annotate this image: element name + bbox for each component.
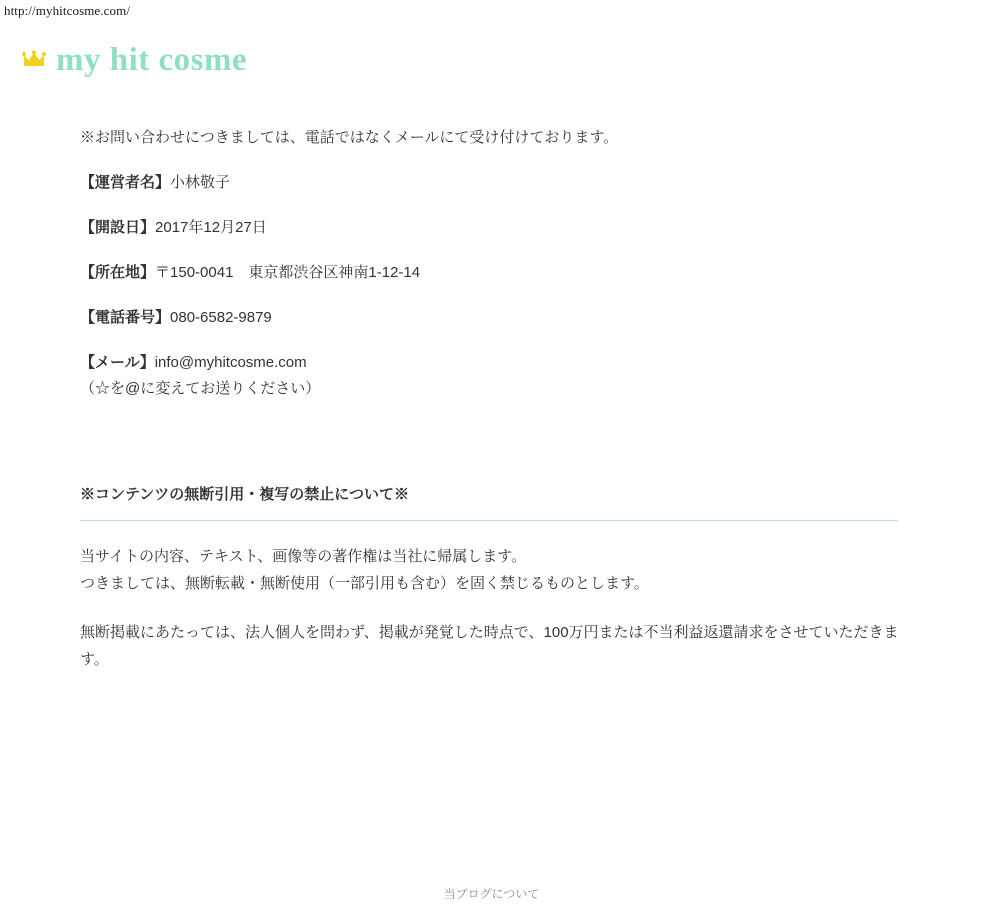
site-header [0,19,983,77]
copyright-line-1: 当サイトの内容、テキスト、画像等の著作権は当社に帰属します。 [80,548,527,565]
info-label: 【メール】 [80,354,155,371]
info-row-phone [80,305,820,331]
copyright-line-2: つきましては、無断転載・無断使用（一部引用も含む）を固く禁じるものとします。 [80,575,649,592]
contact-notice: ※お問い合わせにつきましては、電話ではなくメールにて受け付けております。 [80,129,619,146]
info-value: 〒150-0041 東京都渋谷区神南1-12-14 [155,264,421,281]
info-label: 【運営者名】 [80,174,171,191]
info-row-operator [80,170,820,196]
section-divider [80,520,898,521]
section-spacer [80,421,820,483]
mail-address: info@myhitcosme.com [154,354,307,371]
info-label: 【開設日】 [80,219,156,236]
copyright-section-heading: ※コンテンツの無断引用・複写の禁止について※ [80,486,409,503]
copyright-paragraph-2: 無断掲載にあたっては、法人個人を問わず、掲載が発覚した時点で、100万円または不当利益返還請求をさせていただきます。 [80,624,899,668]
mail-note: （☆を@に変えてお送りください） [80,380,321,397]
crown-icon [22,50,46,70]
info-row-established [80,215,820,241]
info-label: 【所在地】 [80,264,156,281]
url-text: http://myhitcosme.com/ [4,3,131,18]
info-value: 080-6582-9879 [170,309,272,326]
site-title[interactable]: my hit cosme [56,42,248,78]
footer [0,884,983,904]
info-label: 【電話番号】 [80,309,171,326]
browser-url-bar[interactable] [0,0,983,19]
copyright-paragraph-1 [80,543,820,597]
info-value: 小林敬子 [170,174,231,191]
info-value: 2017年12月27日 [155,219,267,236]
info-row-mail [80,350,820,402]
main-content [0,125,899,673]
footer-link-about-blog[interactable]: 当ブログについて [443,887,540,901]
info-row-address [80,260,820,286]
